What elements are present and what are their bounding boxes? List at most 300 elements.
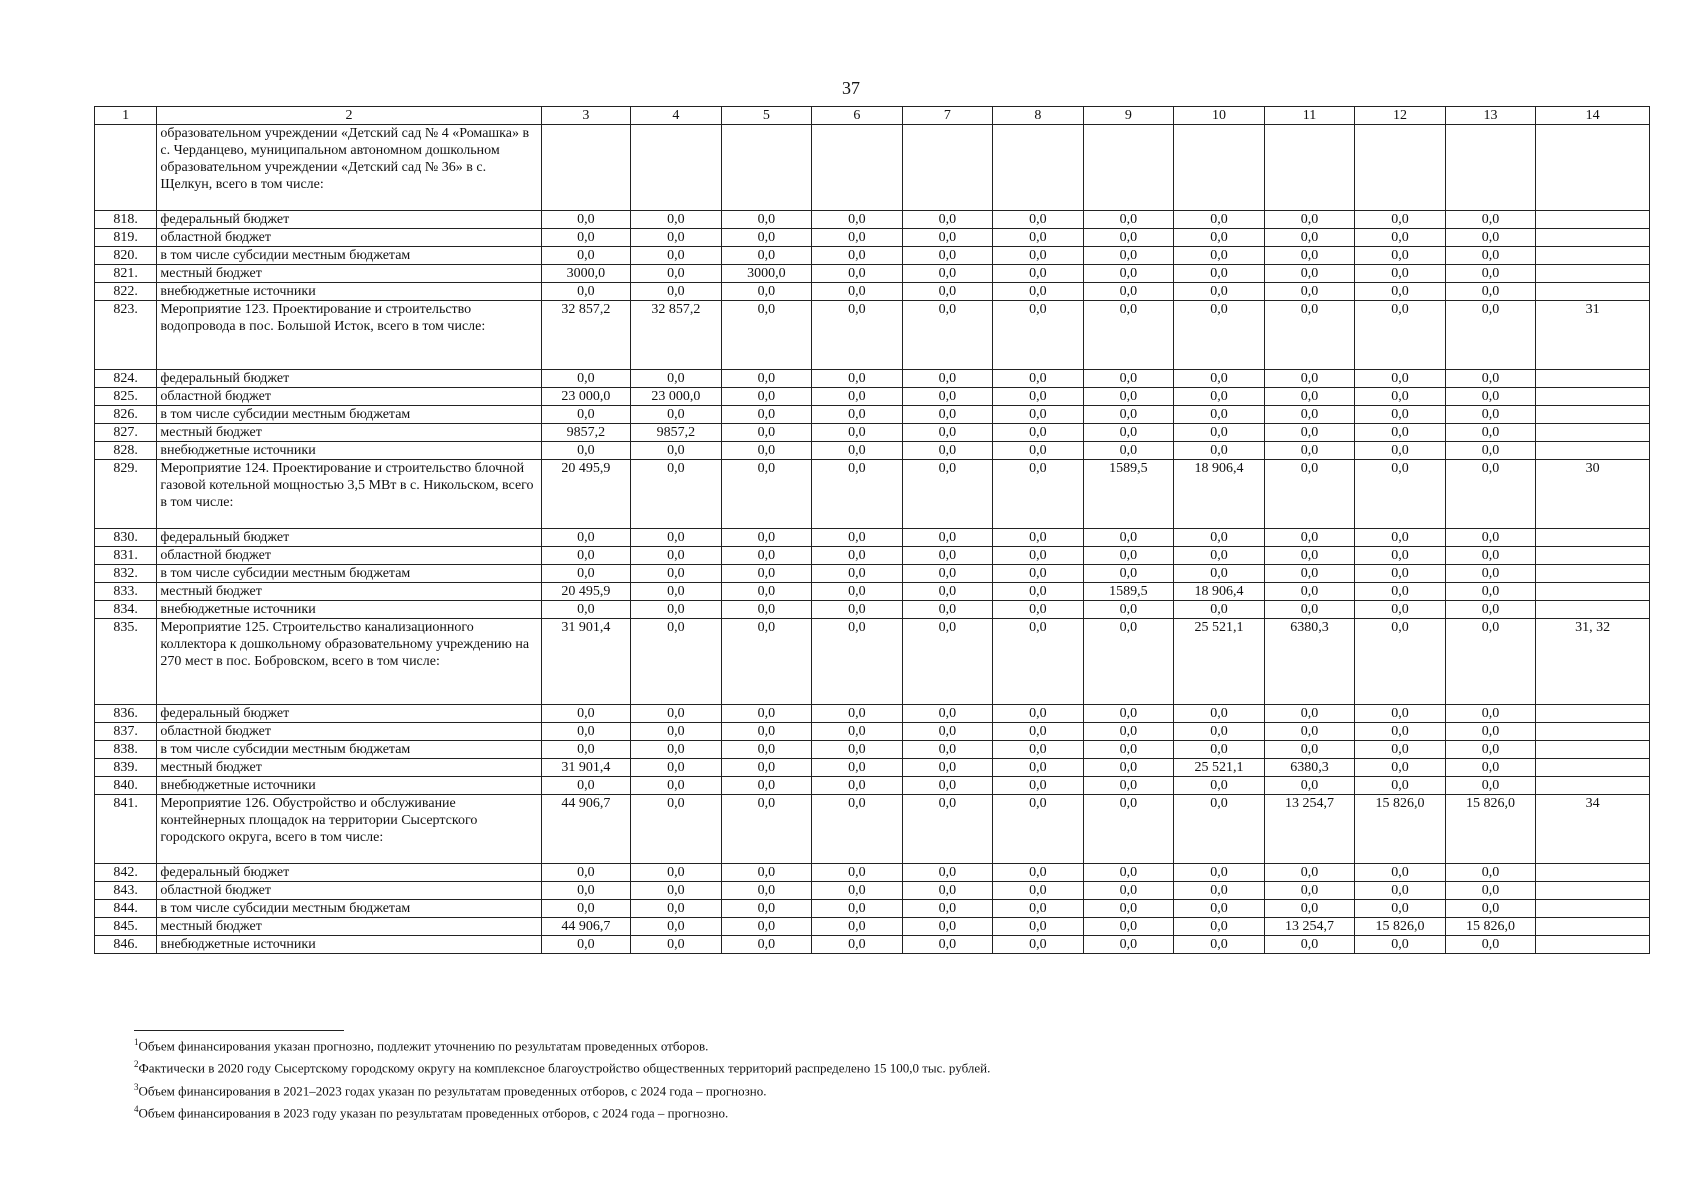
value-cell: 3000,0 bbox=[721, 265, 812, 283]
value-cell: 0,0 bbox=[541, 864, 631, 882]
value-cell: 0,0 bbox=[631, 777, 722, 795]
value-cell: 0,0 bbox=[631, 882, 722, 900]
value-cell: 0,0 bbox=[721, 882, 812, 900]
value-cell: 0,0 bbox=[1445, 283, 1536, 301]
value-cell: 0,0 bbox=[1355, 936, 1446, 954]
row-description: в том числе субсидии местным бюджетам bbox=[157, 741, 541, 759]
value-cell: 0,0 bbox=[993, 247, 1084, 265]
value-cell: 0,0 bbox=[812, 741, 903, 759]
row-number: 819. bbox=[95, 229, 157, 247]
value-cell: 0,0 bbox=[1355, 864, 1446, 882]
value-cell: 0,0 bbox=[1083, 424, 1174, 442]
value-cell: 0,0 bbox=[721, 229, 812, 247]
row-number: 834. bbox=[95, 601, 157, 619]
value-cell: 0,0 bbox=[1355, 705, 1446, 723]
value-cell: 0,0 bbox=[1174, 265, 1265, 283]
row-number: 826. bbox=[95, 406, 157, 424]
value-cell: 32 857,2 bbox=[541, 301, 631, 370]
footnote bbox=[134, 1033, 990, 1055]
value-cell: 0,0 bbox=[993, 864, 1084, 882]
value-cell: 0,0 bbox=[721, 619, 812, 705]
table-row bbox=[95, 370, 1650, 388]
value-cell: 0,0 bbox=[812, 301, 903, 370]
value-cell: 0,0 bbox=[902, 601, 993, 619]
table-row bbox=[95, 705, 1650, 723]
column-header: 11 bbox=[1264, 107, 1355, 125]
row-number: 818. bbox=[95, 211, 157, 229]
value-cell: 0,0 bbox=[721, 424, 812, 442]
value-cell: 0,0 bbox=[1264, 370, 1355, 388]
value-cell bbox=[902, 125, 993, 211]
value-cell: 0,0 bbox=[721, 283, 812, 301]
value-cell: 0,0 bbox=[993, 795, 1084, 864]
target-indicator-cell bbox=[1536, 882, 1650, 900]
column-header: 10 bbox=[1174, 107, 1265, 125]
value-cell: 0,0 bbox=[902, 247, 993, 265]
value-cell: 0,0 bbox=[1445, 705, 1536, 723]
value-cell: 0,0 bbox=[1264, 442, 1355, 460]
row-number: 836. bbox=[95, 705, 157, 723]
value-cell: 0,0 bbox=[812, 265, 903, 283]
row-description: федеральный бюджет bbox=[157, 705, 541, 723]
value-cell: 31 901,4 bbox=[541, 619, 631, 705]
value-cell: 0,0 bbox=[631, 723, 722, 741]
value-cell: 0,0 bbox=[902, 705, 993, 723]
value-cell: 0,0 bbox=[1083, 777, 1174, 795]
value-cell: 0,0 bbox=[721, 918, 812, 936]
value-cell: 0,0 bbox=[993, 211, 1084, 229]
target-indicator-cell bbox=[1536, 936, 1650, 954]
value-cell: 0,0 bbox=[902, 777, 993, 795]
row-description: внебюджетные источники bbox=[157, 283, 541, 301]
value-cell: 0,0 bbox=[631, 936, 722, 954]
value-cell: 0,0 bbox=[1174, 601, 1265, 619]
value-cell: 0,0 bbox=[1083, 864, 1174, 882]
value-cell: 0,0 bbox=[993, 759, 1084, 777]
footnote-divider bbox=[134, 1030, 344, 1031]
row-description: внебюджетные источники bbox=[157, 936, 541, 954]
value-cell bbox=[1355, 125, 1446, 211]
value-cell: 0,0 bbox=[902, 565, 993, 583]
value-cell: 0,0 bbox=[1264, 583, 1355, 601]
value-cell: 0,0 bbox=[1174, 777, 1265, 795]
value-cell: 0,0 bbox=[1264, 864, 1355, 882]
row-description: Мероприятие 125. Строительство канализационного коллектора к дошкольному образовательному учреждению на 270 мест в пос. Бобровском, всего в том числе: bbox=[157, 619, 541, 705]
value-cell: 15 826,0 bbox=[1445, 918, 1536, 936]
value-cell: 0,0 bbox=[1264, 547, 1355, 565]
value-cell: 0,0 bbox=[812, 864, 903, 882]
footnote-mark: 2 bbox=[134, 1059, 139, 1070]
row-number: 827. bbox=[95, 424, 157, 442]
target-indicator-cell bbox=[1536, 547, 1650, 565]
value-cell: 0,0 bbox=[812, 900, 903, 918]
value-cell: 0,0 bbox=[1355, 229, 1446, 247]
value-cell: 0,0 bbox=[1264, 777, 1355, 795]
column-header: 14 bbox=[1536, 107, 1650, 125]
value-cell: 0,0 bbox=[1445, 301, 1536, 370]
value-cell: 0,0 bbox=[993, 424, 1084, 442]
value-cell: 0,0 bbox=[1445, 529, 1536, 547]
row-number: 842. bbox=[95, 864, 157, 882]
row-number: 840. bbox=[95, 777, 157, 795]
value-cell: 15 826,0 bbox=[1355, 795, 1446, 864]
value-cell: 0,0 bbox=[1445, 211, 1536, 229]
value-cell: 0,0 bbox=[902, 882, 993, 900]
value-cell: 0,0 bbox=[1355, 301, 1446, 370]
value-cell: 0,0 bbox=[1083, 900, 1174, 918]
value-cell: 0,0 bbox=[1083, 601, 1174, 619]
value-cell: 0,0 bbox=[1174, 442, 1265, 460]
row-number: 833. bbox=[95, 583, 157, 601]
value-cell: 0,0 bbox=[1264, 900, 1355, 918]
value-cell bbox=[1174, 125, 1265, 211]
value-cell: 0,0 bbox=[1083, 936, 1174, 954]
value-cell: 0,0 bbox=[1445, 936, 1536, 954]
value-cell: 0,0 bbox=[1445, 601, 1536, 619]
value-cell: 0,0 bbox=[1445, 759, 1536, 777]
row-number: 843. bbox=[95, 882, 157, 900]
value-cell: 0,0 bbox=[1264, 247, 1355, 265]
value-cell bbox=[1445, 125, 1536, 211]
value-cell: 0,0 bbox=[541, 529, 631, 547]
value-cell bbox=[1083, 125, 1174, 211]
value-cell: 0,0 bbox=[1445, 619, 1536, 705]
value-cell: 0,0 bbox=[1264, 229, 1355, 247]
value-cell: 0,0 bbox=[1083, 619, 1174, 705]
value-cell: 0,0 bbox=[812, 229, 903, 247]
value-cell: 15 826,0 bbox=[1445, 795, 1536, 864]
target-indicator-cell bbox=[1536, 283, 1650, 301]
value-cell: 0,0 bbox=[1355, 247, 1446, 265]
value-cell: 9857,2 bbox=[631, 424, 722, 442]
value-cell: 0,0 bbox=[902, 547, 993, 565]
value-cell: 0,0 bbox=[812, 882, 903, 900]
value-cell: 0,0 bbox=[1264, 723, 1355, 741]
value-cell: 0,0 bbox=[812, 795, 903, 864]
table-body bbox=[95, 125, 1650, 954]
table-row bbox=[95, 918, 1650, 936]
value-cell: 0,0 bbox=[993, 619, 1084, 705]
value-cell: 0,0 bbox=[1083, 723, 1174, 741]
value-cell: 0,0 bbox=[1355, 529, 1446, 547]
column-header: 1 bbox=[95, 107, 157, 125]
value-cell: 0,0 bbox=[541, 900, 631, 918]
value-cell: 0,0 bbox=[721, 864, 812, 882]
value-cell: 0,0 bbox=[812, 388, 903, 406]
value-cell: 0,0 bbox=[1174, 864, 1265, 882]
value-cell: 0,0 bbox=[1355, 424, 1446, 442]
value-cell: 0,0 bbox=[1445, 424, 1536, 442]
value-cell: 0,0 bbox=[812, 547, 903, 565]
value-cell: 0,0 bbox=[902, 936, 993, 954]
value-cell: 0,0 bbox=[631, 442, 722, 460]
value-cell: 0,0 bbox=[1355, 723, 1446, 741]
value-cell: 0,0 bbox=[1174, 388, 1265, 406]
value-cell: 0,0 bbox=[631, 601, 722, 619]
value-cell: 0,0 bbox=[993, 918, 1084, 936]
value-cell: 0,0 bbox=[1445, 882, 1536, 900]
value-cell: 0,0 bbox=[902, 229, 993, 247]
value-cell: 0,0 bbox=[1264, 882, 1355, 900]
value-cell: 0,0 bbox=[812, 601, 903, 619]
value-cell: 0,0 bbox=[1174, 882, 1265, 900]
row-description: областной бюджет bbox=[157, 388, 541, 406]
value-cell: 0,0 bbox=[1083, 211, 1174, 229]
target-indicator-cell bbox=[1536, 265, 1650, 283]
value-cell: 0,0 bbox=[1174, 547, 1265, 565]
column-header: 2 bbox=[157, 107, 541, 125]
value-cell: 0,0 bbox=[902, 723, 993, 741]
table-row bbox=[95, 247, 1650, 265]
value-cell: 0,0 bbox=[1083, 406, 1174, 424]
table-row bbox=[95, 936, 1650, 954]
value-cell: 0,0 bbox=[631, 547, 722, 565]
value-cell: 0,0 bbox=[902, 211, 993, 229]
value-cell: 0,0 bbox=[812, 759, 903, 777]
target-indicator-cell: 34 bbox=[1536, 795, 1650, 864]
footnote-text: Фактически в 2020 году Сысертскому городскому округу на комплексное благоустройство общественных территорий распределено 15 100,0 тыс. рублей. bbox=[138, 1060, 991, 1076]
value-cell: 0,0 bbox=[541, 370, 631, 388]
value-cell: 44 906,7 bbox=[541, 918, 631, 936]
row-description: федеральный бюджет bbox=[157, 370, 541, 388]
value-cell: 20 495,9 bbox=[541, 583, 631, 601]
table-row bbox=[95, 283, 1650, 301]
table-row bbox=[95, 565, 1650, 583]
value-cell: 23 000,0 bbox=[541, 388, 631, 406]
value-cell: 0,0 bbox=[1174, 247, 1265, 265]
value-cell: 0,0 bbox=[631, 900, 722, 918]
value-cell: 0,0 bbox=[1445, 547, 1536, 565]
value-cell: 0,0 bbox=[1355, 777, 1446, 795]
row-description: внебюджетные источники bbox=[157, 777, 541, 795]
value-cell: 0,0 bbox=[1174, 705, 1265, 723]
value-cell: 0,0 bbox=[1264, 529, 1355, 547]
value-cell: 0,0 bbox=[1083, 301, 1174, 370]
value-cell: 0,0 bbox=[1083, 442, 1174, 460]
footnote-text: Объем финансирования указан прогнозно, подлежит уточнению по результатам проведенных отборов. bbox=[138, 1038, 709, 1054]
target-indicator-cell bbox=[1536, 370, 1650, 388]
value-cell: 0,0 bbox=[1174, 723, 1265, 741]
target-indicator-cell bbox=[1536, 125, 1650, 211]
value-cell: 0,0 bbox=[993, 723, 1084, 741]
column-header: 4 bbox=[631, 107, 722, 125]
value-cell: 31 901,4 bbox=[541, 759, 631, 777]
value-cell: 0,0 bbox=[721, 601, 812, 619]
value-cell: 0,0 bbox=[812, 619, 903, 705]
finance-table bbox=[94, 106, 1650, 954]
value-cell: 0,0 bbox=[812, 460, 903, 529]
target-indicator-cell: 30 bbox=[1536, 460, 1650, 529]
value-cell: 0,0 bbox=[1355, 619, 1446, 705]
value-cell: 0,0 bbox=[631, 211, 722, 229]
row-description: областной бюджет bbox=[157, 547, 541, 565]
value-cell: 0,0 bbox=[1083, 882, 1174, 900]
page-number: 37 bbox=[842, 78, 860, 98]
value-cell: 0,0 bbox=[993, 406, 1084, 424]
value-cell: 0,0 bbox=[902, 406, 993, 424]
value-cell: 0,0 bbox=[902, 741, 993, 759]
row-description: Мероприятие 123. Проектирование и строительство водопровода в пос. Большой Исток, всего в том числе: bbox=[157, 301, 541, 370]
footnote bbox=[134, 1055, 990, 1077]
value-cell: 9857,2 bbox=[541, 424, 631, 442]
target-indicator-cell bbox=[1536, 741, 1650, 759]
value-cell: 0,0 bbox=[1445, 442, 1536, 460]
row-number: 825. bbox=[95, 388, 157, 406]
row-number: 838. bbox=[95, 741, 157, 759]
target-indicator-cell bbox=[1536, 424, 1650, 442]
value-cell: 0,0 bbox=[541, 741, 631, 759]
column-header: 12 bbox=[1355, 107, 1446, 125]
value-cell: 0,0 bbox=[812, 370, 903, 388]
row-description: местный бюджет bbox=[157, 424, 541, 442]
target-indicator-cell bbox=[1536, 723, 1650, 741]
value-cell: 0,0 bbox=[1174, 918, 1265, 936]
row-number: 841. bbox=[95, 795, 157, 864]
value-cell: 0,0 bbox=[1445, 406, 1536, 424]
value-cell: 0,0 bbox=[993, 777, 1084, 795]
value-cell: 0,0 bbox=[721, 547, 812, 565]
column-header: 5 bbox=[721, 107, 812, 125]
row-description: в том числе субсидии местным бюджетам bbox=[157, 565, 541, 583]
value-cell: 0,0 bbox=[1083, 388, 1174, 406]
value-cell: 0,0 bbox=[993, 601, 1084, 619]
value-cell bbox=[1264, 125, 1355, 211]
value-cell: 0,0 bbox=[993, 265, 1084, 283]
value-cell: 0,0 bbox=[1264, 460, 1355, 529]
value-cell: 0,0 bbox=[721, 442, 812, 460]
row-number: 831. bbox=[95, 547, 157, 565]
target-indicator-cell bbox=[1536, 247, 1650, 265]
value-cell: 0,0 bbox=[1083, 705, 1174, 723]
value-cell: 25 521,1 bbox=[1174, 619, 1265, 705]
value-cell: 25 521,1 bbox=[1174, 759, 1265, 777]
value-cell: 0,0 bbox=[1355, 442, 1446, 460]
row-description: внебюджетные источники bbox=[157, 601, 541, 619]
value-cell: 0,0 bbox=[721, 759, 812, 777]
value-cell: 0,0 bbox=[631, 529, 722, 547]
value-cell: 0,0 bbox=[541, 406, 631, 424]
table-row bbox=[95, 442, 1650, 460]
row-number: 839. bbox=[95, 759, 157, 777]
row-number: 845. bbox=[95, 918, 157, 936]
value-cell: 0,0 bbox=[1083, 918, 1174, 936]
value-cell: 0,0 bbox=[812, 777, 903, 795]
row-description: внебюджетные источники bbox=[157, 442, 541, 460]
column-header: 13 bbox=[1445, 107, 1536, 125]
row-description: местный бюджет bbox=[157, 265, 541, 283]
target-indicator-cell bbox=[1536, 565, 1650, 583]
row-number: 821. bbox=[95, 265, 157, 283]
value-cell: 0,0 bbox=[812, 442, 903, 460]
value-cell: 0,0 bbox=[1174, 370, 1265, 388]
target-indicator-cell bbox=[1536, 529, 1650, 547]
footnote-mark: 3 bbox=[134, 1081, 139, 1092]
value-cell: 0,0 bbox=[1264, 601, 1355, 619]
target-indicator-cell bbox=[1536, 601, 1650, 619]
value-cell: 0,0 bbox=[993, 547, 1084, 565]
table-row bbox=[95, 301, 1650, 370]
value-cell: 0,0 bbox=[1445, 460, 1536, 529]
row-number: 820. bbox=[95, 247, 157, 265]
value-cell: 0,0 bbox=[902, 442, 993, 460]
value-cell: 0,0 bbox=[1355, 370, 1446, 388]
target-indicator-cell bbox=[1536, 900, 1650, 918]
value-cell: 0,0 bbox=[902, 424, 993, 442]
value-cell: 13 254,7 bbox=[1264, 795, 1355, 864]
value-cell: 0,0 bbox=[1355, 547, 1446, 565]
value-cell: 0,0 bbox=[631, 741, 722, 759]
footnote-text: Объем финансирования в 2023 году указан по результатам проведенных отборов, с 2024 года – прогнозно. bbox=[138, 1105, 729, 1121]
value-cell: 0,0 bbox=[1083, 247, 1174, 265]
value-cell: 0,0 bbox=[993, 900, 1084, 918]
value-cell bbox=[812, 125, 903, 211]
value-cell: 0,0 bbox=[631, 795, 722, 864]
value-cell: 0,0 bbox=[721, 900, 812, 918]
value-cell: 0,0 bbox=[541, 723, 631, 741]
value-cell: 0,0 bbox=[631, 460, 722, 529]
target-indicator-cell: 31 bbox=[1536, 301, 1650, 370]
value-cell: 0,0 bbox=[1264, 283, 1355, 301]
row-description: федеральный бюджет bbox=[157, 864, 541, 882]
value-cell: 0,0 bbox=[1445, 900, 1536, 918]
target-indicator-cell bbox=[1536, 583, 1650, 601]
value-cell: 0,0 bbox=[993, 460, 1084, 529]
value-cell: 0,0 bbox=[1445, 565, 1536, 583]
value-cell: 0,0 bbox=[541, 777, 631, 795]
target-indicator-cell bbox=[1536, 705, 1650, 723]
value-cell: 0,0 bbox=[631, 229, 722, 247]
value-cell: 0,0 bbox=[1445, 723, 1536, 741]
value-cell: 6380,3 bbox=[1264, 619, 1355, 705]
row-description: местный бюджет bbox=[157, 583, 541, 601]
value-cell: 0,0 bbox=[631, 370, 722, 388]
value-cell: 0,0 bbox=[631, 583, 722, 601]
row-number bbox=[95, 125, 157, 211]
row-description: местный бюджет bbox=[157, 759, 541, 777]
value-cell: 0,0 bbox=[1083, 565, 1174, 583]
value-cell: 0,0 bbox=[1264, 424, 1355, 442]
value-cell bbox=[993, 125, 1084, 211]
value-cell: 0,0 bbox=[993, 741, 1084, 759]
value-cell: 0,0 bbox=[1083, 370, 1174, 388]
value-cell: 0,0 bbox=[1174, 211, 1265, 229]
value-cell: 0,0 bbox=[993, 388, 1084, 406]
value-cell: 0,0 bbox=[541, 547, 631, 565]
value-cell: 0,0 bbox=[902, 583, 993, 601]
value-cell: 0,0 bbox=[721, 583, 812, 601]
value-cell: 15 826,0 bbox=[1355, 918, 1446, 936]
value-cell: 0,0 bbox=[1355, 882, 1446, 900]
value-cell: 0,0 bbox=[1264, 211, 1355, 229]
value-cell: 0,0 bbox=[902, 864, 993, 882]
footnote bbox=[134, 1100, 990, 1122]
target-indicator-cell bbox=[1536, 406, 1650, 424]
value-cell: 0,0 bbox=[1445, 229, 1536, 247]
value-cell bbox=[541, 125, 631, 211]
value-cell: 0,0 bbox=[1174, 424, 1265, 442]
value-cell: 0,0 bbox=[1445, 388, 1536, 406]
value-cell: 0,0 bbox=[1264, 705, 1355, 723]
target-indicator-cell bbox=[1536, 918, 1650, 936]
value-cell: 0,0 bbox=[631, 619, 722, 705]
target-indicator-cell bbox=[1536, 229, 1650, 247]
value-cell: 0,0 bbox=[993, 936, 1084, 954]
value-cell: 0,0 bbox=[631, 565, 722, 583]
table-row bbox=[95, 795, 1650, 864]
value-cell: 0,0 bbox=[1174, 283, 1265, 301]
value-cell: 6380,3 bbox=[1264, 759, 1355, 777]
table-row bbox=[95, 723, 1650, 741]
